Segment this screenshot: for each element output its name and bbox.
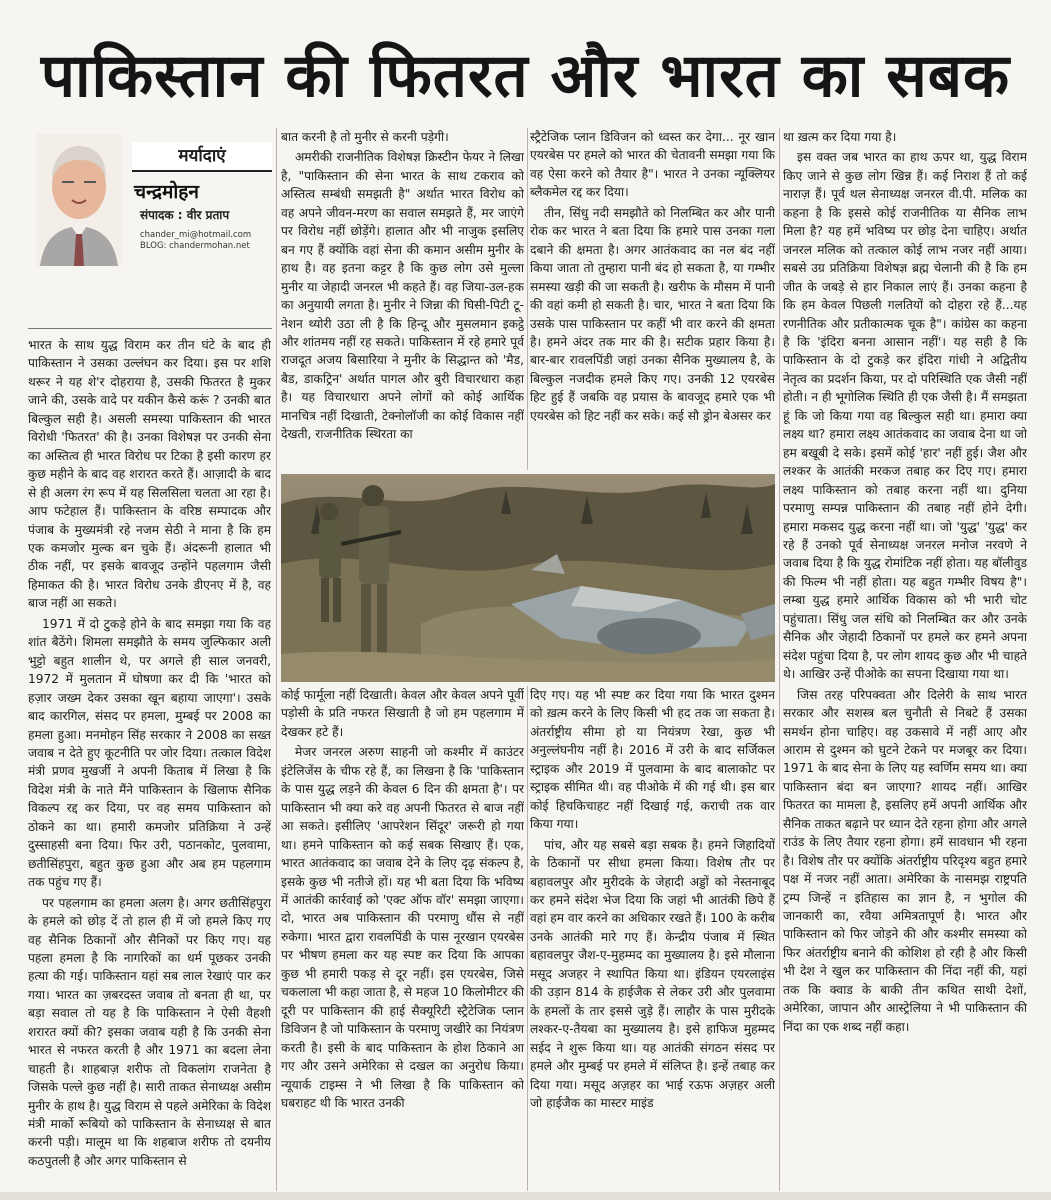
- paragraph: दिए गए। यह भी स्पष्ट कर दिया गया कि भारत दुश्मन को ख़त्म करने के लिए किसी भी हद तक जा सकता है। अंतर्राष्ट्रीय सीमा हो या नियंत्रण रेखा, कुछ भी अनुल्लंघनीय नहीं है। 2016 में उरी के बाद सर्जिकल स्ट्राइक और 2019 में पुलवामा के बाद बालाकोट पर स्ट्राइक सीमित थी। वह पीओके में की गई थी। इस बार कोई हिचकिचाहट नहीं दिखाई गई, कराची तक वार किया गया।: [530, 688, 775, 832]
- paragraph: इस वक्त जब भारत का हाथ ऊपर था, युद्ध विराम किए जाने से कुछ लोग खिन्न हैं। कई निराश हैं तो कई नाराज़ हैं। पूर्व थल सेनाध्यक्ष जनरल वी.पी. मलिक का कहना है कि इससे कोई राजनीतिक या सैनिक लाभ मिला है? यह हमें भविष्य पर छोड़ देना चाहिए। अर्थात जनरल मलिक को तत्काल कोई लाभ नजर नहीं आया। सबसे उग्र प्रतिक्रिया विशेषज्ञ ब्रह्म चेलानी की है कि हम जीत के जबड़े से हार निकाल लाएं हैं। उनका कहना है कि हम केवल पिछली गलतियों को दोहरा रहे हैं...यह रणनीतिक और प्रतीकात्मक चूक है"। कांग्रेस का कहना है कि 'इंदिरा बनना आसान नहीं'। यह सही है कि पाकिस्तान के दो टुकड़े कर इंदिरा गांधी ने अद्वितीय नेतृत्व का प्रदर्शन किया, पर दो परिस्थिति एक जैसी नहीं होती। न ही भूगोलिक स्थिति ही एक जैसी है। मैं समझता हूं कि जो किया गया वह बिल्कुल सही था। हमारा क्या लक्ष्य था? हमारा लक्ष्य आतंकवाद का जवाब देना था जो हम बखूबी दे सके। इसमें कोई 'हार' नहीं हुई। जैश और लश्कर के आतंकी मरकज तबाह कर दिए गए। हमारा लक्ष्य पाकिस्तान को तबाह करना नहीं था। दुनिया परमाणु सम्पन्न पाकिस्तान की तबाह नहीं होने देगी। हमारा मकसद युद्ध करना नहीं था। जो 'युद्ध' 'युद्ध' कर रहे हैं उनको पूर्व सेनाध्यक्ष जनरल मनोज नरवणे ने जवाब दिया है कि युद्ध रोमांटिक नहीं होता। यह बॉलीवुड की फिल्म भी नहीं होता। यह बहुत गम्भीर विषय है"। लम्बा युद्ध हमारे आर्थिक विकास को भी भारी चोट पहुंचाता। सिंधु जल संधि को निलम्बित कर और उनके सैनिक और जेहादी ठिकानों पर हमले कर हमने अपना संदेश पहुंचा दिया है, पर लोग शायद कुछ और भी चाहते थे। आखिर उन्हें पीओके का सपना दिखाया गया था।: [783, 150, 1027, 682]
- column-name: मर्यादाएं: [132, 142, 272, 172]
- paragraph: कोई फार्मूला नहीं दिखाती। केवल और केवल अपने पूर्वी पड़ोसी के प्रति नफरत सिखाती है जो हम पहलगाम में देखकर हटे हैं।: [281, 688, 524, 739]
- author-contact: [140, 230, 275, 252]
- paragraph: जिस तरह परिपक्वता और दिलेरी के साथ भारत सरकार और सशस्त्र बल चुनौती से निबटे हैं उसका समर्थन होना चाहिए। वह उकसावे में नहीं आए और आराम से दुश्मन को घुटने टेकने पर मजबूर कर दिया। 1971 के बाद सेना के लिए यह स्वर्णिम समय था। क्या पाकिस्तान बंदा बन जाएगा? शायद नहीं। आखिर फितरत का मामला है, इसलिए हमें अपनी आर्थिक और सैनिक ताकत बढ़ाने पर ध्यान देते रहना होगा और अगले राउंड के लिए तैयार रहना होगा। हमें सावधान भी रहना है। विशेष तौर पर क्योंकि अंतर्राष्ट्रीय परिदृश्य बहुत हमारे पक्ष में नजर नहीं आता। अमेरिका के नासमझ राष्ट्रपति ट्रम्प जिन्हें न इतिहास का ज्ञान है, न भुगोल की जानकारी का, रवैया अमित्रतापूर्ण है। भारत और पाकिस्तान को फिर जोड़ने की और कश्मीर समस्या को फिर अंतर्राष्ट्रीय बनाने की कोशिश हो रही है और किसी भी देश ने खुल कर पाकिस्तान की निंदा नहीं की, यहां तक कि क्वाड के बाकी तीन कथित साथी देशों, अमेरिका, जापान और आस्ट्रेलिया ने भी पाकिस्तान की निंदा का एक शब्द नहीं कहा।: [783, 687, 1027, 1034]
- article-column-2-top: [281, 128, 524, 468]
- paragraph: भारत के साथ युद्ध विराम कर तीन घंटे के बाद ही पाकिस्तान ने उसका उल्लंघन कर दिया। इस पर शशि थरूर ने यह शे'र दोहराया है, उसकी फितरत है मुकर जाने की, उसके वादे पर यकीन कैसे करूं ? उनकी बात बिल्कुल सही है। असली समस्या पाकिस्तान की भारत विरोधी 'फितरत' की है। उनका विशेषज्ञ पर उनकी सेना का अस्तित्व ही भारत विरोध पर टिका है इसी कारण हर कुछ महीने के बाद वह शरारत करते हैं। आज़ादी के बाद से ही अलग रंग रूप में यह सिलसिला चलता आ रहा है। आप फटेहाल हैं। पाकिस्तान के वरिष्ठ सम्पादक और पंजाब के मुख्यमंत्री रहे नजम सेठी ने माना है कि हम एक कमजोर मुल्क बन चुके हैं। अंदरूनी हालात भी ठीक नहीं, पर इसके बावजूद उन्होंने पहलगाम जैसी हिमाकत की है। भारत विरोध उनके डीएनए में है, वह बाज नहीं आ सकते।: [28, 338, 271, 611]
- column-divider: [276, 128, 277, 1191]
- headline: पाकिस्तान की फितरत और भारत का सबक: [40, 41, 1011, 111]
- paragraph: स्ट्रैटेजिक प्लान डिविजन को ध्वस्त कर देगा... नूर खान एयरबेस पर हमले को भारत की चेतावनी समझा गया कि वह ऐसा करने को तैयार है"। भारत ने उनका न्यूक्लियर ब्लैकमेल रद्द कर दिया।: [530, 130, 775, 200]
- article-column-3-bottom: [530, 686, 775, 1191]
- paragraph: पर पहलगाम का हमला अलग है। अगर छतीसिंहपुरा के हमले को छोड़ दें तो हाल ही में जो हमले किए गए वह सैनिक ठिकानों और सैनिकों पर किए गए। यह पहला हमला है कि नागरिकों का धर्म पूछकर उनकी हत्या की गई। पाकिस्तान यहां सब लाल रेखाएं पार कर गया। भारत का ज़बरदस्त जवाब तो बनता ही था, पर बड़ा सवाल तो यह है कि पाकिस्तान ने ऐसी वैहशी शरारत क्यों की? इसका जवाब यही है कि उनकी सेना भारत से नफरत करती है और 1971 का बदला लेना चाहती है। शाहबाज़ शरीफ तो विकलांग राजनेता है जिसके पल्ले कुछ नहीं है। सारी ताकत सेनाध्यक्ष असीम मुनीर के हाथ है। युद्ध विराम से पहले अमेरिका के विदेश मंत्री मार्को रूबियो को पाकिस्तान के सेनाध्यक्ष से बात करनी पड़ी। मालूम था कि शहबाज शरीफ तो दयनीय कठपुतली है और अगर पाकिस्तान से: [28, 895, 271, 1168]
- news-photo-soldiers-wreckage: [281, 474, 775, 682]
- paragraph: 1971 में दो टुकड़े होने के बाद समझा गया कि वह शांत बैठेंगे। शिमला समझौते के समय जुल्फिकार अली भुट्टो बहुत शालीन थे, पर अगले ही साल जनवरी, 1972 में मुलतान में घोषणा कर दी कि 'भारत को हज़ार जख्म देकर उसका खून बहाया जाएगा'। उसके बाद कारगिल, संसद पर हमला, मुम्बई पर 2008 का हमला हुआ। मनमोहन सिंह सरकार ने 2008 का सख्त जवाब न देते हुए कूटनीति पर जोर दिया। तत्काल विदेश मंत्री प्रणव मुखर्जी ने अपनी किताब में लिखा है कि विदेश मंत्री के नाते मैंने पाकिस्तान के खिलाफ सैनिक विकल्प रद्द कर दिया, पर वह समय पाकिस्तान को ठोकने का था। हमारी कमजोर प्रतिक्रिया ने उन्हें दुस्साहसी बना दिया। फिर उरी, पठानकोट, पुलवामा, छतीसिंहपुरा, बहुत कुछ हुआ और अब हम पहलगाम तक पहुंच गए हैं।: [28, 616, 271, 890]
- paragraph: अमरीकी राजनीतिक विशेषज्ञ क्रिस्टीन फेयर ने लिखा है, "पाकिस्तान की सेना भारत के साथ टकराव को अस्तित्व सम्बंधी समझती है" अर्थात भारत विरोध को वह अपने जीवन-मरण का सवाल समझते हैं, मर जाएंगे पर विरोध नहीं छोड़ेंगे। हालात और भी नाजुक इसलिए बन गए हैं क्योंकि वहां सेना की कमान असीम मुनीर के हाथ है। वह इतना कट्टर है कि कुछ लोग उसे मुल्ला मुनीर या जेहादी जनरल भी कहते हैं। वह जिया-उल-हक का अनुयायी लगता है। मुनीर ने जिन्ना की घिसी-पिटी टू-नेशन थ्योरी उठा ली है कि हिन्दू और मुसलमान इकट्ठे और शांतमय नहीं रह सकते। पाकिस्तान में रहे हमारे पूर्व राजदूत अजय बिसारिया ने मुनीर के सिद्धान्त को 'मैड, बैड, डाकट्रिन' अर्थात पागल और बुरी विचारधारा कहा है। यह विचारधारा अपने लोगों को कोई आर्थिक मानचित्र नहीं दिखाती, टेक्नोलॉजी का कोई विकास नहीं देखती, राजनीतिक स्थिरता का: [281, 150, 524, 442]
- author-portrait: [36, 134, 122, 266]
- column-divider: [527, 686, 528, 1191]
- author-name: चन्द्रमोहन: [134, 181, 199, 203]
- author-email: chander_mi@hotmail.com: [140, 230, 252, 240]
- author-blog: BLOG: chandermohan.net: [140, 241, 250, 251]
- column-divider: [779, 128, 780, 1191]
- byline-box: [28, 128, 272, 329]
- paragraph: बात करनी है तो मुनीर से करनी पड़ेगी।: [281, 130, 449, 144]
- article-column-1: [28, 336, 271, 1191]
- column-divider: [527, 128, 528, 470]
- author-designation: संपादक : वीर प्रताप: [140, 208, 230, 222]
- paragraph: तीन, सिंधु नदी समझौते को निलम्बित कर और पानी रोक कर भारत ने बता दिया कि हमारे पास उनका गला दबाने की क्षमता है। अगर आतंकवाद का नल बंद नहीं किया जाता तो तुम्हारा पानी बंद हो सकता है, या गम्भीर समस्या खड़ी की जा सकती है। खरीफ के मौसम में पानी की वहां कमी हो सकती है। चार, भारत ने बता दिया कि उसके पास पाकिस्तान पर कहीं भी वार करने की क्षमता है। हमने अंदर तक मार की है। सटीक प्रहार किया है। बार-बार रावलपिंडी जहां उनका सैनिक मुख्यालय है, के बिल्कुल नजदीक हमले किए गए। उनकी 12 एयरबेस हिट हुई हैं जबकि वह प्रयास के बावजूद हमारे एक भी एयरबेस को हिट नहीं कर सके। कई सौ ड्रोन बेअसर कर: [530, 205, 775, 423]
- page-bottom-band: [0, 1192, 1051, 1200]
- article-column-4: [783, 128, 1027, 1191]
- paragraph: पांच, और यह सबसे बड़ा सबक है। हमने जिहादियों के ठिकानों पर सीधा हमला किया। विशेष तौर पर बहावलपुर और मुरीदके के जेहादी अड्डों को नेस्तनाबूद कर हमने संदेश भेज दिया कि जहां भी आतंकी छिपे हैं वहां हम वार करने का अधिकार रखते हैं। 100 के करीब उनके आतंकी मारे गए हैं। केन्द्रीय पंजाब में स्थित बहावलपुर जैश-ए-मुहम्मद का मुख्यालय है। इसे मौलाना मसूद अजहर ने स्थापित किया था। इंडियन एयरलाइंस की उड़ान 814 के हाईजैक से लेकर उरी और पुलवामा के हमलों के तार इससे जुड़े हैं। लाहौर के पास मुरीदके लश्कर-ए-तैयबा का मुख्यालय है। इसे हाफिज मुहम्मद सईद ने शुरू किया था। यह आतंकी संगठन संसद पर हमले और मुम्बई पर हमले में संलिप्त है। इन्हें तबाह कर दिया गया। मसूद अज़हर का भाई रऊफ अज़हर अली जो हाईजैक का मास्टर माइंड: [530, 837, 775, 1110]
- article-column-3-top: [530, 128, 775, 468]
- article-column-2-bottom: [281, 686, 524, 1191]
- paragraph: मेजर जनरल अरुण साहनी जो कश्मीर में काउंटर इंटेलिजेंस के चीफ रहे हैं, का लिखना है कि 'पाकिस्तान के पास युद्ध लड़ने की केवल 6 दिन की क्षमता है'। पर पाकिस्तान भी क्या करे वह अपनी फितरत से बाज नहीं आ सकते। इसीलिए 'आपरेशन सिंदूर' जरूरी हो गया था। हमने पाकिस्तान को कई सबक सिखाए हैं। एक, भारत आतंकवाद का जवाब देने के लिए दृढ़ संकल्प है, इसके कुछ भी नतीजे हों। यह भी बता दिया कि भविष्य में आतंकी कार्रवाई को 'एक्ट ऑफ वॉर' समझा जाएगा। दो, भारत अब पाकिस्तान की परमाणु धौंस से नहीं रुकेगा। भारत द्वारा रावलपिंडी के पास नूरखान एयरबेस पर भीषण हमला कर यह स्पष्ट कर दिया कि आपका कुछ भी हमारी पकड़ से दूर नहीं। इस एयरबेस, जिसे चकलाला भी कहा जाता है, से महज 10 किलोमीटर की दूरी पर पाकिस्तान की हाई सैक्यूरिटी स्ट्रैटेजिक प्लान डिविजन है जो पाकिस्तान के परमाणु जखीरे का नियंत्रण करती है। इसी के बाद पाकिस्तान के होश ठिकाने आ गए और उसने अमेरिका से दखल का अनुरोध किया। न्यूयार्क टाइम्स ने भी लिखा है कि पाकिस्तान को घबराहट थी कि भारत उनकी: [281, 745, 524, 1110]
- paragraph: था ख़त्म कर दिया गया है।: [783, 130, 897, 144]
